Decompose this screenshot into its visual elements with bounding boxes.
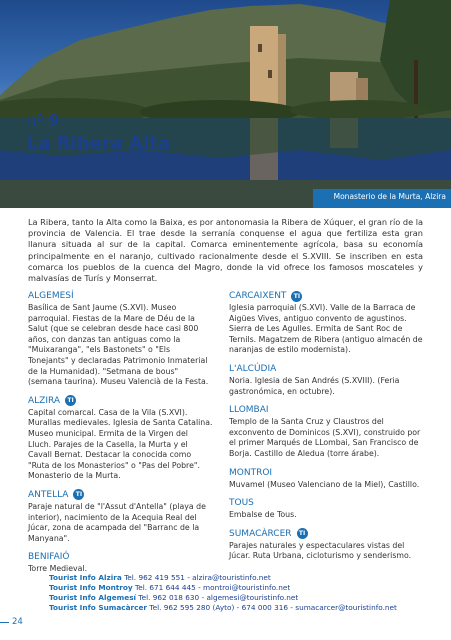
tourist-info-contact: Tel. 962 018 630 - algemesi@touristinfo.net	[138, 593, 299, 602]
left-column	[28, 290, 213, 582]
page-title: La Ribera Alta	[27, 133, 171, 154]
town-name-text: L'ALCÚDIA	[229, 363, 277, 374]
town-entry	[28, 489, 213, 544]
town-description: Iglesia parroquial (S.XVI). Valle de la Barraca de Aigües Vives, antiguo convento de agustinos. Sierra de Les Agulles. Ermita de Sant Roc de Ternils. Magatzem de Ribera (antiguo almacén de naranjas de estilo modernista).	[229, 303, 423, 355]
town-entry	[28, 395, 213, 482]
town-name	[229, 363, 424, 375]
right-column	[229, 290, 424, 569]
page-number-rule	[0, 622, 9, 623]
town-description: Capital comarcal. Casa de la Vila (S.XVI). Murallas medievales. Iglesia de Santa Catalina. Museo municipal. Ermita de la Virgen del Lluch. Parajes de la Casella, la Murta y el Cavall Bernat. Destacar la conocida como "Ruta de los Monasterios" o "Pas del Pobre". Monasterio de la Murta.	[28, 407, 213, 481]
tourist-info-row	[49, 573, 397, 583]
town-description: Parajes naturales y espectaculares vistas del Júcar. Ruta Urbana, cicloturismo y senderismo.	[229, 540, 412, 561]
town-name	[28, 395, 213, 407]
number-value: 9	[48, 111, 60, 129]
tourist-info-label: Tourist Info Sumacàrcer	[49, 603, 148, 612]
tourist-info-list	[49, 573, 397, 613]
tourist-info-icon: TI	[291, 291, 302, 302]
town-name-text: ALZIRA	[28, 395, 61, 406]
town-description: Torre Medieval.	[28, 564, 88, 574]
town-name-text: LLOMBAI	[229, 405, 269, 416]
page-number: 24	[12, 617, 23, 627]
town-entry	[229, 290, 424, 356]
town-description: Templo de la Santa Cruz y Claustros del exconvento de Dominicos (S.XVI), construido por el primer Marqués de LLombai, San Francisco de Borja. Castillo de Aledua (torre árabe).	[229, 417, 421, 458]
town-name-text: ANTELLA	[28, 489, 69, 500]
town-entry	[229, 404, 424, 459]
intro-paragraph: La Ribera, tanto la Alta como la Baixa, es por antonomasia la Ribera de Xúquer, el gran río de la provincia de Valencia. El trae desde la serranía conquense el agua que fertiliza esta gran llanura situada al sur de la capital. Comarca eminentemente agrícola, basa su economía principalmente en el naranjo, cultivado racionalmente desde el S.XVIII. Se inscriben en esta comarca los pueblos de la cuenca del Magro, donde la vid ofrece los famosos moscateles y malvasías de Turís y Monserrat.	[28, 217, 424, 284]
town-name	[229, 404, 424, 416]
tourist-info-contact: Tel. 962 595 280 (Ayto) - 674 000 316 - sumacarcer@touristinfo.net	[149, 603, 397, 612]
tourist-info-label: Tourist Info Alzira	[49, 573, 122, 582]
town-name	[28, 489, 213, 501]
town-name-text: CARCAIXENT	[229, 291, 287, 301]
town-description: Paraje natural de "l'Assut d'Antella" (playa de interior), nacimiento de la Acequia Real del Júcar, zona de acampada del "Barranc de la Manyana".	[28, 501, 206, 543]
tourist-info-label: Tourist Info Montroy	[49, 583, 133, 592]
tourist-info-icon: TI	[73, 489, 84, 500]
town-name-text: ALGEMESÍ	[28, 291, 74, 301]
photo-caption: Monasterio de la Murta, Alzira	[333, 192, 446, 201]
town-name-text: SUMACÀRCER	[229, 528, 292, 539]
town-name	[229, 497, 424, 509]
tourist-info-row	[49, 583, 397, 593]
tourist-info-icon: TI	[297, 528, 308, 539]
town-entry	[28, 290, 213, 388]
tourist-info-label: Tourist Info Algemesí	[49, 593, 137, 602]
town-name-text: MONTROI	[229, 467, 273, 478]
town-name	[229, 467, 424, 479]
town-entry	[28, 551, 213, 575]
town-description: Embalse de Tous.	[229, 510, 297, 520]
town-entry	[229, 363, 424, 397]
town-name-text: BENIFAIÓ	[28, 552, 70, 563]
monastery-photo-illustration	[0, 0, 451, 208]
town-description: Noria. Iglesia de San Andrés (S.XVIII). (Feria gastronómica, en octubre).	[229, 375, 400, 396]
tourist-info-icon: TI	[65, 395, 76, 406]
tourist-info-row	[49, 593, 397, 603]
town-description: Muvamel (Museo Valenciano de la Miel), Castillo.	[229, 479, 420, 489]
town-name-text: TOUS	[229, 498, 254, 509]
caption-bar	[313, 189, 451, 208]
number-prefix: nº	[27, 111, 44, 129]
tourist-info-contact: Tel. 671 644 445 - montroi@touristinfo.net	[134, 583, 291, 592]
town-description: Basílica de Sant Jaume (S.XVI). Museo parroquial. Fiestas de la Mare de Déu de la Salut (que se celebran desde hace casi 800 años, con danzas tan antiguas como la "Muixaranga", "els Bastonets" o "Els Tonejants" y declaradas Patrimonio Inmaterial de la Humanidad). "Setmana de bous" (semana taurina). Museu Valencià de la Festa.	[28, 303, 209, 387]
town-name	[229, 290, 424, 302]
tourist-info-row	[49, 603, 397, 613]
town-entry	[229, 528, 424, 562]
town-entry	[229, 467, 424, 491]
town-entry	[229, 497, 424, 521]
chapter-number	[27, 111, 59, 129]
town-name	[28, 551, 213, 563]
hero-photo	[0, 0, 451, 208]
tourist-info-contact: Tel. 962 419 551 - alzira@touristinfo.net	[124, 573, 271, 582]
town-name	[229, 528, 424, 540]
town-name	[28, 290, 213, 302]
